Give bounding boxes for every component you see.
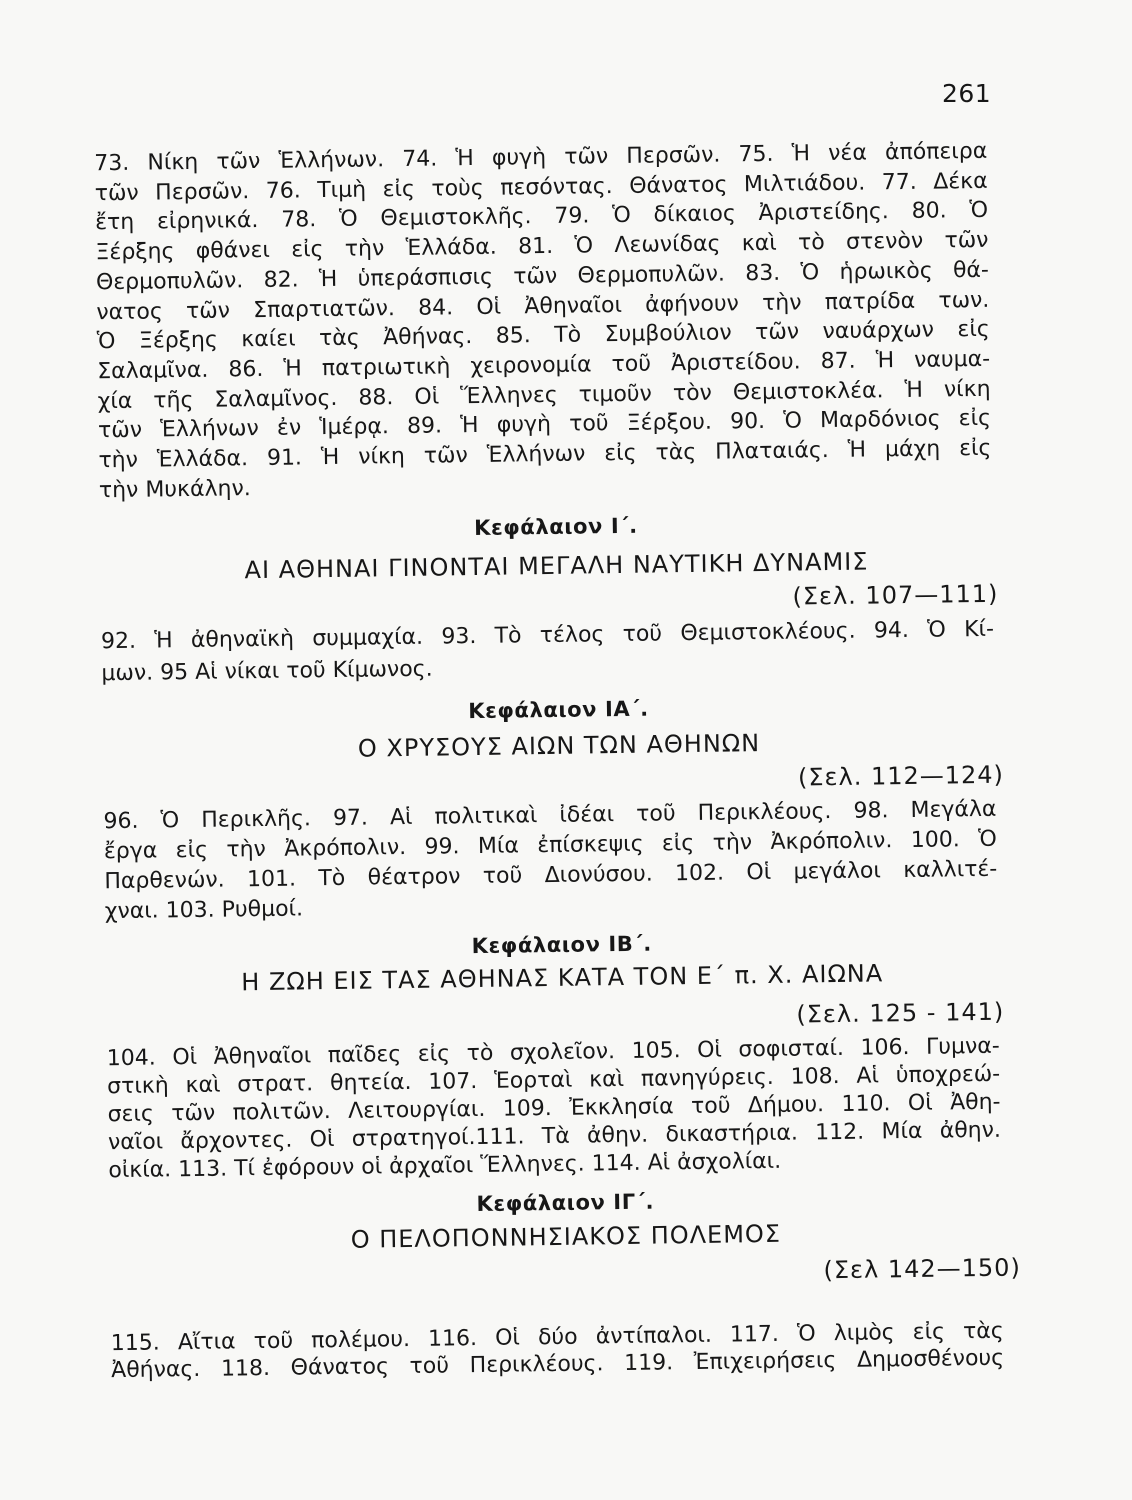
text-line: Ἀθήνας. 118. Θάνατος τοῦ Περικλέους. 119. Ἐπιχειρήσεις Δημοσθένους — [111, 1345, 1005, 1384]
chapter-heading: Κεφάλαιον ΙΓ΄. — [476, 1189, 655, 1217]
text-line: 115. Αἴτια τοῦ πολέμου. 116. Οἱ δύο ἀντίπαλοι. 117. Ὁ λιμὸς εἰς τὰς — [110, 1318, 1004, 1357]
text-line: Ὁ Ξέρξης καίει τὰς Ἀθήνας. 85. Τὸ Συμβούλιον τῶν ναυάρχων εἰς — [96, 317, 990, 355]
text-line: 104. Οἱ Ἀθηναῖοι παῖδες εἰς τὸ σχολεῖον. 105. Οἱ σοφισταί. 106. Γυμνα- — [106, 1033, 1000, 1072]
chapter-topics — [107, 1033, 1002, 1185]
text-line: 73. Νίκη τῶν Ἑλλήνων. 74. Ἡ φυγὴ τῶν Περσῶν. 75. Ἡ νέα ἀπόπειρα — [94, 138, 988, 177]
text-line: μων. 95 Αἱ νίκαι τοῦ Κίμωνος. — [101, 656, 433, 687]
text-line: τῶν Περσῶν. 76. Τιμὴ εἰς τοὺς πεσόντας. Θάνατος Μιλτιάδου. 77. Δέκα — [94, 168, 988, 206]
text-line: χναι. 103. Ρυθμοί. — [104, 896, 304, 925]
text-line: τὴν Ἑλλάδα. 91. Ἡ νίκη τῶν Ἑλλήνων εἰς τὰς Πλαταιάς. Ἡ μάχη εἰς — [98, 435, 992, 474]
chapter-title: Η ΖΩΗ ΕΙΣ ΤΑΣ ΑΘΗΝΑΣ ΚΑΤΑ ΤΟΝ Ε΄ π. Χ. ΑΙΩΝΑ — [241, 959, 884, 997]
text-line: ναῖοι ἄρχοντες. Οἱ στρατηγοί.111. Τὰ ἀθην. δικαστήρια. 112. Μία ἀθην. — [107, 1117, 1002, 1156]
chapter-page-range: (Σελ 142—150) — [823, 1253, 1022, 1285]
text-line: ἔργα εἰς τὴν Ἀκρόπολιν. 99. Μία ἐπίσκεψις εἰς τὴν Ἀκρόπολιν. 100. Ὁ — [103, 826, 998, 865]
text-line: 96. Ὁ Περικλῆς. 97. Αἱ πολιτικαὶ ἰδέαι τοῦ Περικλέους. 98. Μεγάλα — [103, 796, 997, 835]
previous-chapter-topics — [94, 137, 992, 506]
page-number: 261 — [942, 79, 992, 108]
chapter-title: Ο ΠΕΛΟΠΟΝΝΗΣΙΑΚΟΣ ΠΟΛΕΜΟΣ — [350, 1219, 782, 1254]
chapter-page-range: (Σελ. 107—111) — [792, 579, 999, 611]
chapter-topics — [101, 614, 995, 690]
text-line: 92. Ἡ ἀθηναϊκὴ συμμαχία. 93. Τὸ τέλος τοῦ Θεμιστοκλέους. 94. Ὁ Κί- — [100, 616, 995, 655]
chapter-heading: Κεφάλαιον Ι΄. — [473, 513, 638, 541]
chapter-topics — [111, 1318, 1005, 1384]
chapter-heading: Κεφάλαιον ΙΑ΄. — [468, 696, 649, 724]
chapter-title: ΑΙ ΑΘΗΝΑΙ ΓΙΝΟΝΤΑΙ ΜΕΓΑΛΗ ΝΑΥΤΙΚΗ ΔΥΝΑΜΙΣ — [244, 547, 869, 585]
text-line: ἔτη εἰρηνικά. 78. Ὁ Θεμιστοκλῆς. 79. Ὁ δίκαιος Ἀριστείδης. 80. Ὁ — [94, 198, 989, 236]
text-line: Θερμοπυλῶν. 82. Ἡ ὑπεράσπισις τῶν Θερμοπυλῶν. 83. Ὁ ἡρωικὸς θά- — [95, 257, 990, 296]
text-line: οἰκία. 113. Τί ἐφόρουν οἱ ἀρχαῖοι Ἕλληνες. 114. Αἱ ἀσχολίαι. — [108, 1148, 782, 1184]
text-line: Παρθενών. 101. Τὸ θέατρον τοῦ Διονύσου. 102. Οἱ μεγάλοι καλλιτέ- — [104, 856, 998, 895]
text-line: χία τῆς Σαλαμῖνος. 88. Οἱ Ἕλληνες τιμοῦν τὸν Θεμιστοκλέα. Ἡ νίκη — [97, 376, 991, 414]
text-line: τῶν Ἑλλήνων ἐν Ἱμέρᾳ. 89. Ἡ φυγὴ τοῦ Ξέρξου. 90. Ὁ Μαρδόνιος εἰς — [97, 406, 992, 444]
text-line: Σαλαμῖνα. 86. Ἡ πατριωτικὴ χειρονομία τοῦ Ἀριστείδου. 87. Ἡ ναυμα- — [97, 346, 991, 385]
chapter-page-range: (Σελ. 125 - 141) — [796, 997, 1005, 1029]
text-line: τὴν Μυκάλην. — [98, 475, 251, 503]
text-line: Ξέρξης φθάνει εἰς τὴν Ἑλλάδα. 81. Ὁ Λεωνίδας καὶ τὸ στενὸν τῶν — [95, 227, 989, 266]
text-line: νατος τῶν Σπαρτιατῶν. 84. Οἱ Ἀθηναῖοι ἀφήνουν τὴν πατρίδα των. — [96, 287, 990, 325]
chapter-title: Ο ΧΡΥΣΟΥΣ ΑΙΩΝ ΤΩΝ ΑΘΗΝΩΝ — [357, 729, 761, 763]
text-line: στικὴ καὶ στρατ. θητεία. 107. Ἑορταὶ καὶ πανηγύρεις. 108. Αἱ ὑποχρεώ- — [107, 1061, 1001, 1100]
text-block — [92, 14, 1022, 1406]
chapter-topics — [103, 795, 998, 927]
chapter-page-range: (Σελ. 112—124) — [797, 760, 1005, 792]
chapter-heading: Κεφάλαιον ΙΒ΄. — [471, 931, 653, 959]
text-line: σεις τῶν πολιτῶν. Λειτουργίαι. 109. Ἐκκλησία τοῦ Δήμου. 110. Οἱ Ἀθη- — [107, 1089, 1001, 1128]
